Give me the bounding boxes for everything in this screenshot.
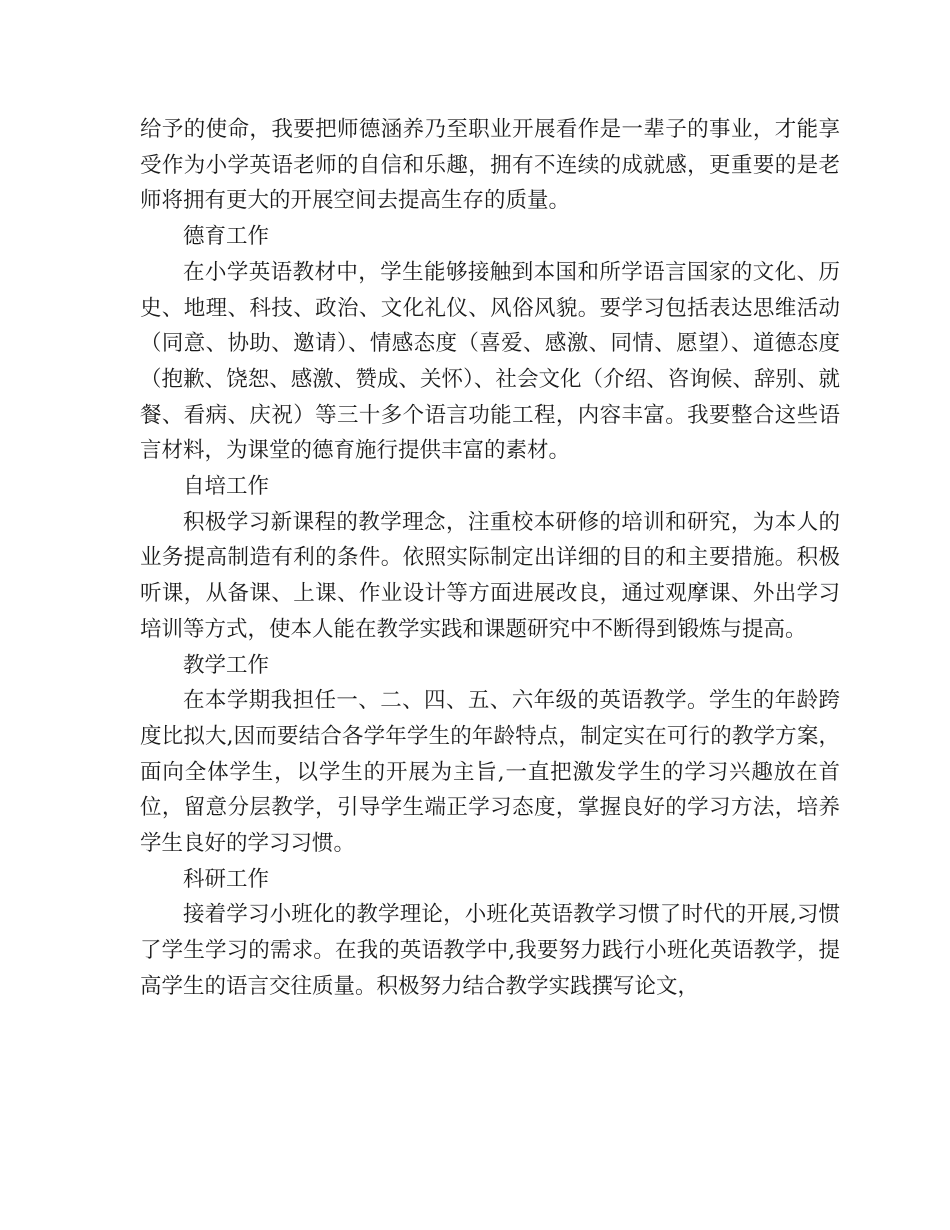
paragraph-teaching: 在本学期我担任一、二、四、五、六年级的英语教学。学生的年龄跨度比拟大,因而要结合各学年学生的年龄特点，制定实在可行的教学方案，面向全体学生，以学生的开展为主旨,一直把激发学生的学习兴趣放在首位，留意分层教学，引导学生端正学习态度，掌握良好的学习方法，培养学生良好的学习习惯。 (140, 688, 840, 857)
paragraph-self-training: 积极学习新课程的教学理念，注重校本研修的培训和研究，为本人的业务提高制造有利的条件。依照实际制定出详细的目的和主要措施。积极听课，从备课、上课、作业设计等方面进展改良，通过观摩课、外出学习培训等方式，使本人能在教学实践和课题研究中不断得到锻炼与提高。 (140, 509, 840, 642)
paragraph-mission-continued: 给予的使命，我要把师德涵养乃至职业开展看作是一辈子的事业，才能享受作为小学英语老师的自信和乐趣，拥有不连续的成就感，更重要的是老师将拥有更大的开展空间去提高生存的质量。 (140, 117, 840, 214)
document-body (140, 112, 840, 1005)
section-heading-self-training: 自培工作 (183, 474, 270, 500)
section-heading-moral-education: 德育工作 (183, 224, 270, 250)
section-heading-teaching: 教学工作 (183, 652, 270, 678)
paragraph-research: 接着学习小班化的教学理论，小班化英语教学习惯了时代的开展,习惯了学生学习的需求。在我的英语教学中,我要努力践行小班化英语教学，提高学生的语言交往质量。积极努力结合教学实践撰写论文， (140, 902, 840, 999)
section-heading-research: 科研工作 (183, 866, 270, 892)
paragraph-moral-education: 在小学英语教材中，学生能够接触到本国和所学语言国家的文化、历史、地理、科技、政治、文化礼仪、风俗风貌。要学习包括表达思维活动（同意、协助、邀请）、情感态度（喜爱、感激、同情、愿望）、道德态度（抱歉、饶恕、感激、赞成、关怀）、社会文化（介绍、咨询候、辞别、就餐、看病、庆祝）等三十多个语言功能工程，内容丰富。我要整合这些语言材料，为课堂的德育施行提供丰富的素材。 (140, 259, 840, 464)
